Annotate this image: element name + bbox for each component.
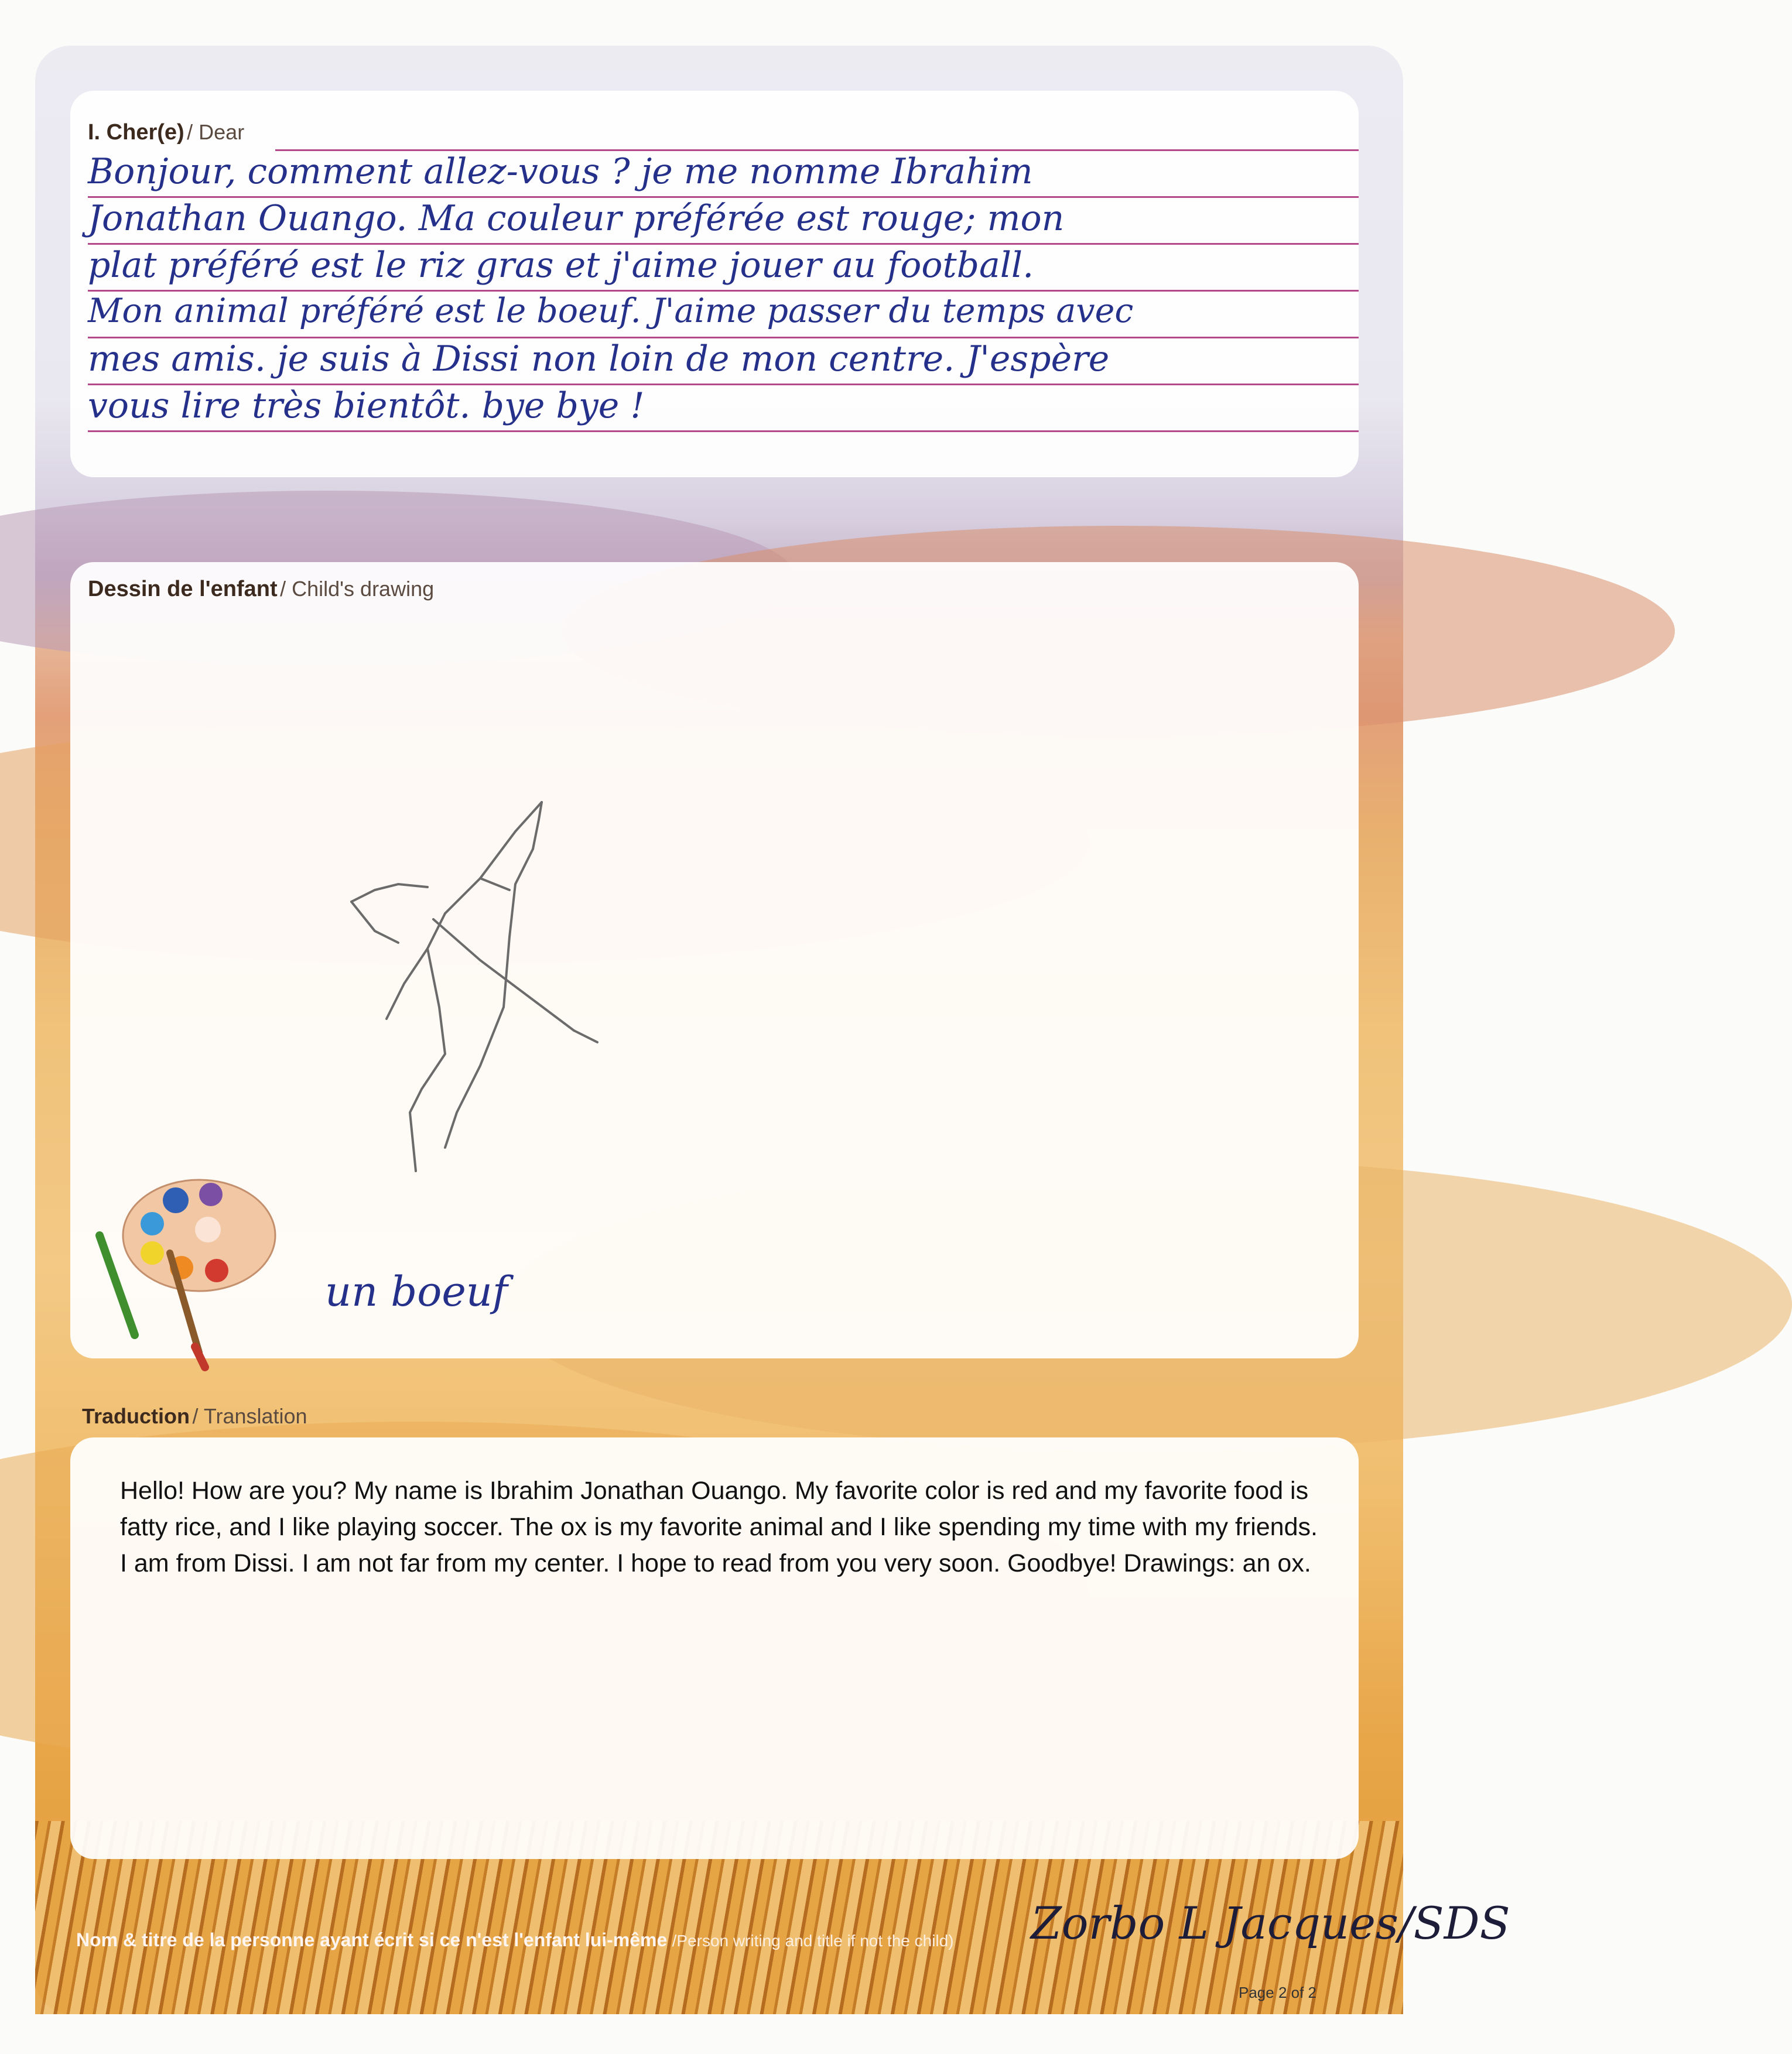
dear-label-fr: I. Cher(e) xyxy=(88,120,184,145)
handwritten-line: Mon animal préféré est le boeuf. J'aime passer du temps avec xyxy=(88,292,1134,330)
dear-label-en: / Dear xyxy=(187,120,245,144)
writer-label-fr: Nom & titre de la personne ayant écrit si ce n'est l'enfant lui-même xyxy=(76,1929,668,1950)
writer-signature: Zorbo L Jacques/SDS xyxy=(1031,1897,1510,1949)
ox-drawing xyxy=(340,785,644,1253)
drawing-label-en: / Child's drawing xyxy=(280,577,435,601)
handwritten-line: vous lire très bientôt. bye bye ! xyxy=(88,385,645,426)
drawing-label xyxy=(88,577,434,602)
rule-line xyxy=(88,430,1359,432)
palette-icon xyxy=(88,1159,281,1370)
drawing-caption: un boeuf xyxy=(325,1268,508,1316)
writer-label-en: /Person writing and title if not the child) xyxy=(672,1932,954,1950)
dear-label xyxy=(88,120,244,145)
translation-label xyxy=(82,1404,307,1429)
translation-label-en: / Translation xyxy=(192,1404,307,1428)
drawing-label-fr: Dessin de l'enfant xyxy=(88,577,278,601)
translation-text: Hello! How are you? My name is Ibrahim Jonathan Ouango. My favorite color is red and my favorite food is fatty rice, and I like playing soccer. The ox is my favorite animal and I like spending my time with my friends. I am from Dissi. I am not far from my center. I hope to read from you very soon. Goodbye! Drawings: an ox. xyxy=(120,1477,1318,1577)
handwritten-line: Jonathan Ouango. Ma couleur préférée est rouge; mon xyxy=(88,198,1065,239)
writer-label xyxy=(76,1929,954,1951)
translation-label-fr: Traduction xyxy=(82,1404,190,1428)
handwritten-line: Bonjour, comment allez-vous ? je me nomme Ibrahim xyxy=(88,151,1033,192)
page-number: Page 2 of 2 xyxy=(1239,1984,1316,2001)
handwritten-line: mes amis. je suis à Dissi non loin de mon centre. J'espère xyxy=(88,338,1110,379)
handwritten-line: plat préféré est le riz gras et j'aime jouer au football. xyxy=(88,245,1034,286)
